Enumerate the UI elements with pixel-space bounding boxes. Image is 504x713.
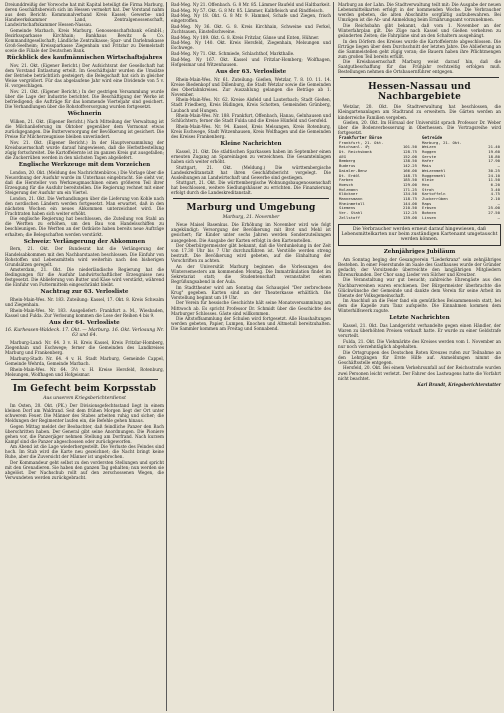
article-paragraph: Im Osten, 20. Okt. (PK.) Der Divisionsgefechtsstand liegt in einem kleinen Dorf am Waldrand. Seit dem frühen Morgen liegt der Ort unter schwerem Feuer. Die Männer des Stabes arbeiten ruhig und sicher; die Meldungen der Regimenter laufen ein, die Befehle gehen hinaus. [5, 402, 164, 423]
table-cell-label: Weizenmehl [422, 167, 446, 173]
article-paragraph: Stuttgart, 21. Okt. Die württembergische Wohnungsbaugenossenschaft hat beschlossen, weitere Siedlungshäuser zu errichten. Die Finanzierung erfolgt durch die Landeskreditanstalt. [171, 180, 331, 196]
table-cell-label: Zellstoff [339, 214, 361, 220]
column-1 [3, 2, 167, 711]
table-cell-value: 3.40 [490, 186, 500, 192]
table-cell-label: Bemberg [339, 158, 356, 164]
table-cell-label: Kleie [422, 177, 434, 183]
article-paragraph: Die Altstoffsammlung der Schulen wird fortgesetzt. Alle Haushaltungen werden gebeten, Papier, Lumpen, Knochen und Altmetall bereitzuhalten. Die Sammler kommen am Freitag und Sonnabend. [171, 316, 331, 332]
table-cell-value: 185.50 [402, 177, 417, 183]
table-cell-value: 148.75 [402, 172, 417, 178]
article-paragraph: Kassel, 21. Okt. Die städtischen Sparkassen haben im September einen erneuten Zugang an Spareinlagen zu verzeichnen. Die Gesamteinlagen haben sich weiter erhöht. [171, 148, 331, 164]
table-subtitle: Frankfurt, 21. Okt. [339, 139, 384, 145]
article-paragraph: Rhein-Main-Wes. Nr. 61. Zuteilung: Gießen, Wetzlar, 7. 8. 10. 11. 14. Kreise Biedenkopf und Dillenburg, die Stadt Wetzlar sowie die Gemeinden des Oberlahnkreises. Zur Auszahlung gelangen die Beträge ab 1. November. [171, 76, 331, 97]
article-paragraph: Die Reichsbahn gibt bekannt, daß vom 1. November an der Winterfahrplan gilt. Die Züge nach Kassel und Gießen verkehren zu geänderten Zeiten; die Fahrpläne sind an den Schaltern ausgehängt. [338, 22, 501, 38]
article-heading: Wöchnerin [67, 110, 102, 117]
article-paragraph: Rhein-Main-Wes. Nr. 183. Ausgeliefert: Frankfurt a. M., Wiesbaden, Kassel und Fulda. Zur Verlosung kommen die Lose der Reihen 4 bis 9. [5, 308, 164, 319]
article-heading: Kleine Nachrichten [220, 140, 282, 147]
article-paragraph: Marburg-Land: Nr. 64. 3 v. H. Kreis Kassel, Kreis Fritzlar-Homberg, Ziegenhain und Eschwege; ferner die Gemeinden des Landkreises Marburg und Frankenberg. [5, 340, 164, 356]
article-headline: Hessen-Nassau und Nachbargebiete [368, 82, 471, 103]
article-headline: Im Gefecht beim Korpsstab [12, 383, 157, 394]
table-cell-label: Weizen [422, 144, 437, 150]
column-3 [336, 2, 503, 711]
table-cell-label: Roggenmehl [422, 172, 446, 178]
table-cell-label: Mannesmann [339, 196, 363, 202]
article-paragraph: Dreiunddreißig der Vorwoche hat mit Kapital beteiligt die Firma Marburg, deren Geschäftsbereich sich im Hessen vermehrt hat. Der Vorstand nahm aus dem Bericht: Kommunalverband Kreis Kassel; Gewerbe- und Handwerkskammer Land, Zentralgenossenschaft, Landwirtschaftskammer Hessen-Nassau. [5, 2, 164, 28]
article-paragraph: Die englische Regierung hat beschlossen, die Zuteilung von Stahl an die Werften zu erhöhen, um den Bau von Handelsschiffen zu beschleunigen. Die Werften an der Ostküste haben bereits neue Aufträge erhalten; die Belegschaften werden verstärkt. [5, 216, 164, 237]
market-tables [338, 136, 501, 221]
table-cell-value: 101.50 [402, 144, 417, 150]
table-cell-label: Stroh [422, 186, 434, 192]
article-paragraph: Marburg an der Lahn. Die Stadtverwaltung teilt mit: Die Ausgabe der neuen Lebensmittelkarten erfolgt in der kommenden Woche. Die Verbraucher werden gebeten, die alten Abschnitte sorgfältig aufzubewahren. Bei Umzügen ist die Ab- und Anmeldung beim Ernährungsamt vorzunehmen. [338, 2, 501, 23]
article-paragraph: Der Verein für hessische Geschichte hält seine Monatsversammlung am Mittwoch ab. Es spricht Professor Dr. Schmidt über die Geschichte des Marburger Schlosses. Gäste sind willkommen. [171, 300, 331, 316]
table-cell-value: 144.00 [402, 200, 417, 206]
article-paragraph: Bad-Meg. Ny 71. Okt. Schmiede, Schlachthof, Markthalle. [171, 50, 295, 56]
article-paragraph: Gießen, 20. Okt. Im Hörsaal der Universität sprach Professor Dr. Weber über die Bodenverbesserung in Oberhessen. Die Vortragsreihe wird fortgesetzt. [338, 120, 501, 136]
article-paragraph: London, 21. Okt. Die Verhandlungen über die Lieferung von Kohle nach den nordischen Ländern werden fortgesetzt. Man erwartet, daß in den nächsten Wochen ein neues Abkommen unterzeichnet wird. Die Frachtraten haben sich weiter erhöht. [5, 195, 164, 216]
table-cell-value: — [497, 200, 500, 206]
table-cell-label: Ver. Stahl [339, 210, 363, 216]
article-paragraph: Bad-Meg. Ny 18. Okt. G. 8 Mr. 9. Hammel, Schafe und Ziegen, frisch eingetroffen. [171, 13, 331, 24]
table-cell-value: 129.00 [402, 181, 417, 187]
table-cell-label: Holzmann [339, 186, 358, 192]
table-cell-value: 166.00 [402, 167, 417, 173]
article-paragraph: Im Stadttheater wird am Sonntag das Schauspiel "Der zerbrochene Krug" gegeben. Karten sind an der Theaterkasse erhältlich. Die Vorstellung beginnt um 19 Uhr. [171, 284, 331, 300]
table-cell-label: Reichsanl. 4½ [339, 144, 370, 150]
table-row [421, 216, 501, 221]
article-paragraph: Wilken, 21. Okt. (Eigener Bericht.) Nach Mitteilung der Verwaltung ist die Milchanlieferung im Oktober gegenüber dem Vormonat etwas zurückgegangen. Die Butterversorgung der Bevölkerung ist gesichert. Die Preise für Milcherzeugnisse bleiben unverändert. [5, 118, 164, 140]
table-cell-label: Roggen [422, 149, 437, 155]
table-cell-label: Buderus [339, 163, 356, 169]
article-paragraph: Die Veranstaltung war gut besucht; zahlreiche Ehrengäste aus den Nachbarvereinen waren erschienen. Der Bürgermeister überbrachte die Glückwünsche der Gemeinde und dankte dem Verein für seine Arbeit im Dienste der Volksgemeinschaft. [338, 277, 501, 298]
article-paragraph: Der Kommandeur geht selbst zu den vordersten Stellungen und spricht mit den Grenadieren. Sie haben den ganzen Tag gehalten; nun werden sie abgelöst. Der Nachschub rollt auf den zerschossenen Wegen, die Verwundeten werden zurückgebracht. [5, 460, 164, 481]
table-cell-value: 118.75 [402, 196, 417, 202]
article-paragraph: Der Oberbürgermeister gibt bekannt, daß die Verdunkelung in der Zeit von 17.30 Uhr bis 7 Uhr durchzuführen ist. Verstöße werden streng bestraft. Die Bevölkerung wird gebeten, auf die Einhaltung der Vorschriften zu achten. [171, 243, 331, 264]
article-paragraph: Rhein-Main-Wes. Nr. 183. Zuteilung: Kassel, 17. Okt. 8. Kreis Schwalm und Ziegenhain. [5, 297, 164, 308]
table-cell-label: Gerste [422, 153, 437, 159]
article-paragraph: Marburg-Stadt: Nr. 64. 4 v. H. Stadt Marburg, Gemeinde Cappel, Gemeinde Wehrda, Gemeinde Marbach. [5, 356, 164, 367]
article-paragraph: Wetzlar, 20. Okt. Die Stadtverwaltung hat beschlossen, die Kleingartenanlagen am Stadtrand zu erweitern. Die Gärten werden an kinderreiche Familien vergeben. [338, 104, 501, 120]
article-paragraph: Stuttgart, 21. Okt. (Meldung.) Die württembergische Landeskreditanstalt hat ihren Geschäftsbericht vorgelegt. Die Ausleihungen an Landwirtschaft und Gewerbe sind gestiegen. [171, 164, 331, 180]
table-cell-value: 128.75 [402, 149, 417, 155]
table-row [338, 216, 418, 221]
article-paragraph: Bad-Meg. Ny 167. Okt. Kassel und Fritzlar-Homberg; Wolfhagen, Hofgeismar und Witzenhausen. [171, 56, 331, 67]
article-heading: Aus der 64. Verlosliste [49, 320, 120, 327]
table-cell-label: Rheinmetall [339, 200, 365, 206]
article-paragraph: Rhein-Main-Wes. Nr. 188. Frankfurt, Offenbach, Hanau, Gelnhausen und Schlüchtern; ferner die Stadt Fulda und die Kreise Hünfeld und Gersfeld. [171, 113, 331, 124]
article-paragraph: Rhein-Main-Wes. Nr. 94. Kassel, Kreis Melsungen, Kreis Rotenburg, Kreis Eschwege, Stadt Witzenhausen, Kreis Wolfhagen und die Gemeinden des Kreises Frankenberg. [171, 123, 331, 139]
table-cell-value: 4.75 [490, 191, 500, 197]
article-paragraph: Fulda, 21. Okt. Die Viehmärkte des Kreises werden vom 1. November an nur noch vierzehntäglich abgehalten. [338, 339, 501, 350]
table-cell-value: 19.60 [488, 149, 500, 155]
table-cell-label: Dt. Erdöl [339, 172, 361, 178]
table-cell-label: Hoesch [339, 181, 354, 187]
article-paragraph: Nov. 21. Okt. (Eigener Bericht.) In der Hauptversammlung der Kreisbauernschaft wurde darauf hingewiesen, daß die Herbstbestellung zügig fortschreitet. Die Kartoffelernte ist im ganzen Kreis gut ausgefallen; die Zuckerrüben werden in den nächsten Tagen abgeliefert. [5, 139, 164, 160]
table-cell-label: Bohnen [422, 210, 437, 216]
table-cell-value: — [497, 214, 500, 220]
article-paragraph: Neue Maisel Basenkus. Die Erhöhung im November wird wie folgt angekündigt: Versorgung der Bevölkerung mit Brot und Mehl ist gesichert; für Kinder unter sechs Jahren werden Sonderzuteilungen ausgegeben. Die Ausgabe der Karten erfolgt in den Kartenstellen. [171, 222, 331, 243]
column-2 [169, 2, 334, 711]
table-title: Frankfurter Börse [339, 134, 382, 140]
article-heading: Letzte Nachrichten [389, 315, 450, 322]
table-cell-label: AEG [339, 153, 347, 159]
article-dateline: Marburg, 21. November [222, 215, 280, 221]
table-cell-label: Mais [422, 163, 432, 169]
table-cell-value: 142.25 [402, 163, 417, 169]
article-subheading: 16. Kurhessen-Waldeck. 17. Okt. — Marburg. 16. Okt. Verlosung Nr. 63 und 64. [5, 328, 164, 339]
table-cell-label: Hafer [422, 158, 434, 164]
article-heading: Englische Werkzeuge mit dem Vorzeichen [18, 161, 151, 168]
table-cell-value: 171.25 [402, 186, 417, 192]
article-paragraph: Bad-Meg. Ny 189. Okt. G. 8. Kreis Fritzlar, Gänse und Enten, Hühner. [171, 34, 320, 40]
table-cell-value: 30.25 [488, 167, 500, 173]
table-cell-value: 24.10 [488, 172, 500, 178]
grain-table [421, 136, 501, 221]
table-cell-label: Heu [422, 181, 430, 187]
article-heading: Schweiz: Verlängerung der Abkommen [23, 238, 146, 245]
article-paragraph: Die Ortsgruppen des Deutschen Roten Kreuzes rufen zur Teilnahme an den Lehrgängen für Erste Hilfe auf. Anmeldungen nimmt die Geschäftsstelle entgegen. [338, 349, 501, 365]
table-cell-value: 210.50 [402, 205, 417, 211]
table-cell-value: 6.20 [490, 181, 500, 187]
table-cell-label: Kartoffeln [422, 191, 446, 197]
notice-box: Die Verbraucher werden erneut darauf hingewiesen, daß Lebensmittelkarten nur beim zuständigen Kartenamt umgetauscht werden können. [338, 224, 501, 246]
table-cell-value: 112.25 [402, 210, 417, 216]
table-cell-value: 18.80 [488, 153, 500, 159]
article-paragraph: Bad-Meg. Ny 21. Offenbach. G. 8 Mr. 85. Lämmer Baufeld und Haltbarkeit. [171, 2, 331, 7]
table-cell-value: 152.00 [402, 153, 417, 159]
article-paragraph: An der Universität Marburg beginnen die Vorlesungen des Wintersemesters am kommenden Montag. Die Immatrikulation findet im Sekretariat statt; die Studentenschaft veranstaltet einen Begrüßungsabend in der Aula. [171, 263, 331, 285]
table-cell-value: 21.40 [488, 144, 500, 150]
section-divider [11, 379, 158, 380]
article-paragraph: Bad-Meg. Ny 140. Okt. Kreis Hersfeld, Ziegenhain, Melsungen und Eschwege. [171, 40, 331, 51]
table-cell-label: Farben [339, 177, 354, 183]
article-paragraph: Am Sonntag beging der Gesangverein "Liederkranz" sein zehnjähriges Bestehen. In einer Feierstunde im Saale des Gasthauses wurde der Gründer gedacht; der Vorsitzende überreichte den langjährigen Mitgliedern Ehrenurkunden. Der Chor sang Lieder von Silcher und Kreutzer. [338, 256, 501, 277]
article-paragraph: Bad-Meg. Ny 36. Okt. G. 8. Kreis Kirchhain, Schweine und Ferkel, Zuchtsauen, Einstellschweine. [171, 23, 331, 35]
table-cell-value: — [497, 163, 500, 169]
section-divider [340, 77, 499, 78]
table-cell-label: Siemens [339, 205, 356, 211]
section-divider [173, 198, 329, 199]
table-cell-value: 2.10 [490, 196, 500, 202]
article-paragraph: Hersfeld, 20. Okt. Bei einem Verkehrsunfall auf der Reichsstraße wurden zwei Personen leicht verletzt. Der Fahrer des Lastwagens hatte die Vorfahrt nicht beachtet. [338, 365, 501, 381]
article-paragraph: Gemeinde Marbach, Kreis Marburg. Genossenschaftsbank eGmbH.; Bezirkssparkasse Kirchhain; Bankhaus Bewitz & Co. Kommanditgesellschaft; Ländliche Zentralkasse; Spar- und Darlehnskasse Groß-Seelheim; Kreissparkasse Ziegenhain und Fritzlar zu Diemelstadt sowie die Filiale der Deutschen Bank. [5, 27, 164, 54]
article-heading: Aus der 63. Verlosliste [215, 68, 287, 75]
table-cell-value: 27.50 [488, 210, 500, 216]
article-paragraph: Nov. 21. Okt. (Eigener Bericht.) Der Aufsichtsrat der Gesellschaft hat dem Vorstand Entlastung erteilt. Im Geschäftsjahr wurden die Umsätze der Betriebe beträchtlich gesteigert; die Belegschaft hat sich in gleicher Weise vergrößert. Für das abgelaufene Jahr wird eine Dividende von 5 v. H. vorgeschlagen. [5, 62, 164, 89]
article-paragraph: Gegen Mittag meldet der Beobachter, daß feindliche Panzer den Bach überschritten haben. Der General gibt seine Anordnungen. Die Pioniere gehen vor, die Panzerjäger nehmen Stellung am Dorfrand. Nach kurzem Kampf sind die Panzer abgeschossen oder zurückgeworfen. [5, 423, 164, 444]
article-paragraph: Nov. 21. Okt. (Eigener Bericht.) In der gestrigen Versammlung wurde über die Lage der Industrie berichtet. Die Beschäftigung der Werke ist befriedigend; die Aufträge für das kommende Vierteljahr sind gesichert. Die Verhandlungen über die Rohstoffversorgung wurden fortgesetzt. [5, 88, 164, 109]
article-paragraph: Rhein-Main-Wes. Nr. 64. 3½ v. H. Kreise Hersfeld, Rotenburg, Melsungen, Wolfhagen und Hofgeismar. [5, 366, 164, 377]
article-paragraph: Im Anschluß an die Feier fand ein gemütliches Beisammensein statt, bei dem die Kapelle zum Tanz aufspielte. Die Einnahmen kommen dem Winterhilfswerk zugute. [338, 298, 501, 314]
article-paragraph: Bern, 21. Okt. Der Bundesrat hat die Verlängerung der Handelsabkommen mit den Nachbarstaaten beschlossen. Die Einfuhr von Rohstoffen und Lebensmitteln wird weiterhin nach den bisherigen Grundsätzen geregelt. [5, 246, 164, 267]
table-cell-value: 134.50 [402, 191, 417, 197]
article-paragraph: Bad-Meg. Ny 57. Okt. G. 8 Mr. 85. Lämmer, Kalbfleisch und Rindfleisch. [171, 7, 324, 13]
table-cell-value: 138.50 [402, 158, 417, 164]
table-cell-label: Dt. Reichsbank [339, 149, 372, 155]
article-paragraph: In den Dörfern des Kreises wurde die Kartoffelernte abgeschlossen. Die Erträge liegen über dem Durchschnitt der letzten Jahre. Die Ablieferung an die Sammelstellen geht zügig voran; die Bauern haben ihre Pflichtmengen zum großen Teil bereits erfüllt. [338, 38, 501, 59]
table-subtitle: Marburg, 21. Okt. [422, 139, 462, 145]
stock-table [338, 136, 418, 221]
article-subheading: Aus unserem Kriegsberichterdienst [43, 395, 126, 401]
table-cell-label: Raps [422, 200, 432, 206]
table-title: Getreide [422, 134, 443, 140]
article-paragraph: Amsterdam, 21. Okt. Die niederländische Regierung hat die Bedingungen für die Ausfuhr landwirtschaftlicher Erzeugnisse neu festgesetzt. Die Ablieferung von Butter und Käse wird verstärkt, während die Einfuhr von Futtermitteln eingeschränkt bleibt. [5, 267, 164, 288]
table-cell-value: 11.50 [488, 177, 500, 183]
article-paragraph: Am Abend ist die Lage wiederhergestellt. Die Verluste des Feindes sind hoch. Im Stab wird die Karte neu gezeichnet; die Nacht bringt keine Ruhe, aber die Zuversicht der Männer ist ungebrochen. [5, 444, 164, 460]
table-cell-label: Zuckerrüben [422, 196, 448, 202]
article-paragraph: Rhein-Main-Wes. Nr. 62. Kreise Alsfeld und Lauterbach; Stadt Gießen, Stadt Friedberg, Kreis Büdingen, Kreis Schotten, Gemeinden Grünberg, Laubach und Hungen. [171, 97, 331, 113]
article-heading: Rückblick des kaufmännischen Wirtschaftsjahres [6, 55, 163, 62]
article-headline: Marburg und Umgebung [186, 203, 316, 214]
article-heading: Zehnjähriges Jubiläum [383, 248, 456, 255]
table-cell-label: Erbsen [422, 205, 437, 211]
author-signature: Karl Brandt, Kriegsberichterstatter [417, 381, 501, 387]
table-cell-label: Klöckner [339, 191, 358, 197]
article-paragraph: Die Kreisbauernschaft Marburg weist darauf hin, daß die Saatgutbeschaffung für das Frühjahr rechtzeitig erfolgen muß. Bestellungen nehmen die Ortsbauernführer entgegen. [338, 59, 501, 75]
table-cell-value: 25.00 [488, 205, 500, 211]
table-cell-label: Linsen [422, 214, 437, 220]
article-paragraph: London, 20. Okt. (Meldung des Nachrichtenbüros.) Die Vorlage über die Neuordnung der Ausfuhr wurde im Unterhaus eingebracht. Sie sieht vor, daß die Hersteller von Werkzeugmaschinen einen größeren Teil ihrer Erzeugung für die Ausfuhr bereitstellen. Die Regierung rechnet mit einer Steigerung der Ausfuhr um ein Viertel. [5, 169, 164, 195]
table-cell-value: 139.00 [402, 214, 417, 220]
article-heading: Nachtrag zur 63. Verlosliste [40, 289, 129, 296]
table-cell-value: 17.90 [488, 158, 500, 164]
article-paragraph: Kassel, 21. Okt. Das Landgericht verhandelte gegen einen Händler, der Waren zu überhöhten Preisen verkauft hatte. Er wurde zu einer Geldstrafe verurteilt. [338, 323, 501, 339]
table-cell-label: Daimler-Benz [339, 167, 368, 173]
